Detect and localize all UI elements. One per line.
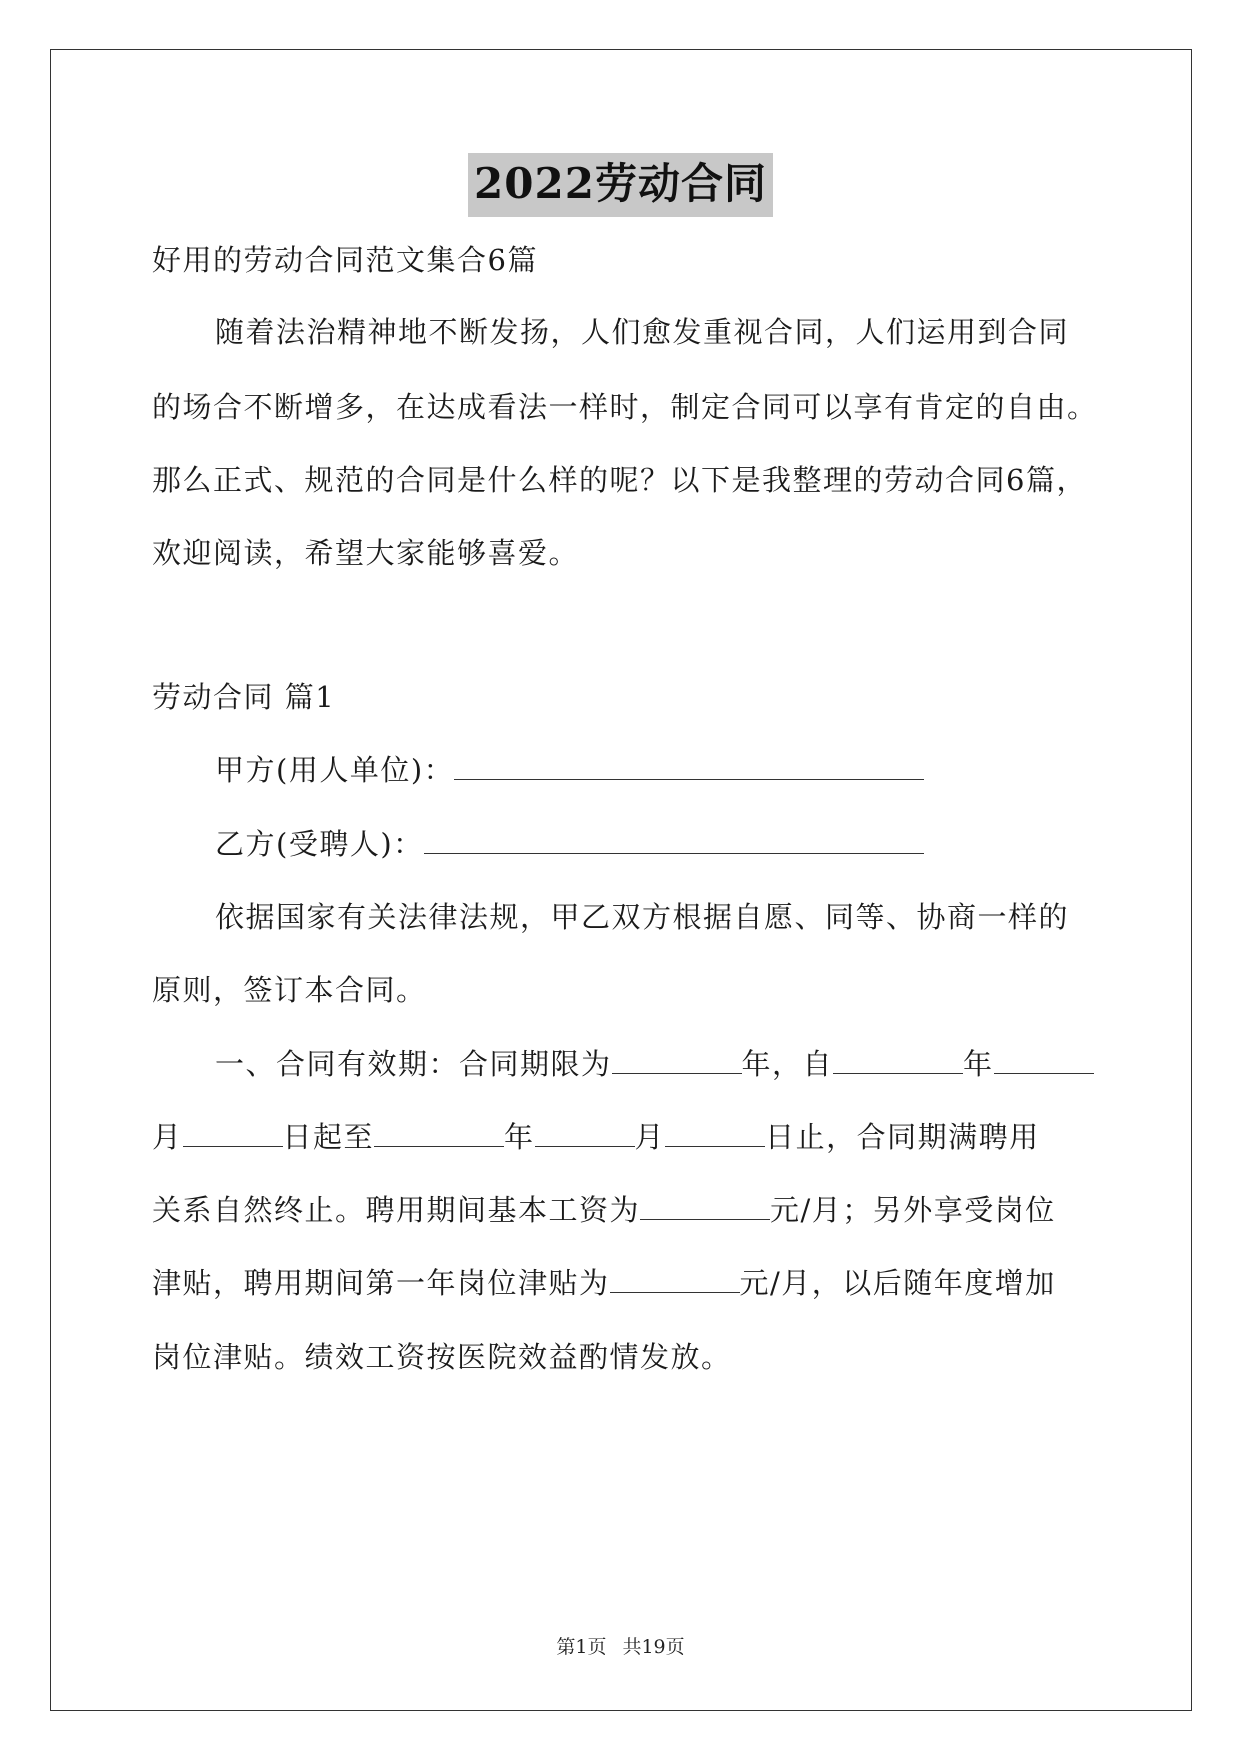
- years-blank: [612, 1047, 742, 1074]
- page-footer: [0, 1632, 1241, 1659]
- basis-line-2: 原则，签订本合同。: [152, 973, 427, 1007]
- party-b-blank: [424, 827, 924, 854]
- clause1-line-5: 岗位津贴。绩效工资按医院效益酌情发放。: [152, 1340, 732, 1374]
- intro-line-4: 欢迎阅读，希望大家能够喜爱。: [152, 536, 580, 570]
- start-year-blank: [833, 1047, 963, 1074]
- clause1-text: 年: [963, 1047, 994, 1081]
- basis-line-1: 依据国家有关法律法规，甲乙双方根据自愿、同等、协商一样的: [215, 900, 1070, 934]
- clause1-text: 津贴，聘用期间第一年岗位津贴为: [152, 1266, 610, 1300]
- clause1-text: 年: [504, 1120, 535, 1154]
- section-heading: 劳动合同 篇1: [152, 680, 336, 714]
- clause1-text: 元/月，以后随年度增加: [739, 1266, 1056, 1300]
- start-month-blank: [994, 1047, 1094, 1074]
- page-number: 第1页: [556, 1636, 607, 1658]
- allowance-blank: [610, 1266, 740, 1293]
- document-title: 2022劳动合同: [468, 153, 773, 217]
- clause1-text: 一、合同有效期：合同期限为: [215, 1047, 612, 1081]
- intro-line-1: 随着法治精神地不断发扬，人们愈发重视合同，人们运用到合同: [215, 315, 1070, 349]
- intro-line-2: 的场合不断增多，在达成看法一样时，制定合同可以享有肯定的自由。: [152, 390, 1098, 424]
- party-a-label: 甲方(用人单位)：: [215, 753, 455, 787]
- end-day-blank: [665, 1120, 765, 1147]
- clause1-text: 日止，合同期满聘用: [765, 1120, 1040, 1154]
- end-year-blank: [374, 1120, 504, 1147]
- clause1-line-4: [152, 1265, 1056, 1301]
- clause1-text: 元/月；另外享受岗位: [770, 1193, 1056, 1227]
- party-a-blank: [454, 753, 924, 780]
- clause1-text: 关系自然终止。聘用期间基本工资为: [152, 1193, 641, 1227]
- start-day-blank: [183, 1120, 283, 1147]
- clause1-line-1: [215, 1046, 1094, 1082]
- intro-line-3: 那么正式、规范的合同是什么样的呢？以下是我整理的劳动合同6篇，: [152, 463, 1087, 497]
- end-month-blank: [535, 1120, 635, 1147]
- party-b-label: 乙方(受聘人)：: [215, 827, 424, 861]
- title-container: [0, 153, 1241, 217]
- clause1-line-3: [152, 1192, 1056, 1228]
- party-a-row: [215, 752, 924, 788]
- clause1-text: 月: [152, 1120, 183, 1154]
- clause1-line-2: [152, 1119, 1040, 1155]
- clause1-text: 年，自: [741, 1047, 834, 1081]
- clause1-text: 日起至: [282, 1120, 375, 1154]
- page-border: [50, 49, 1192, 1711]
- subtitle: 好用的劳动合同范文集合6篇: [152, 243, 538, 277]
- party-b-row: [215, 826, 924, 862]
- clause1-text: 月: [634, 1120, 666, 1154]
- base-salary-blank: [640, 1193, 770, 1220]
- page-total: 共19页: [622, 1636, 685, 1658]
